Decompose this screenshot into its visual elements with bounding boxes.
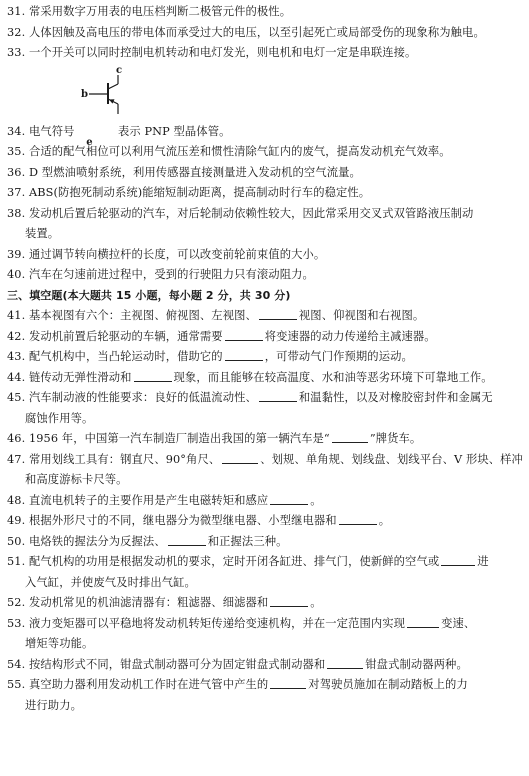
question-44-text-a: 44. 链传动无弹性滑动和 xyxy=(7,370,132,384)
answer-blank-47[interactable] xyxy=(222,451,258,464)
question-34-prefix: 34. 电气符号 xyxy=(7,124,75,138)
pnp-transistor-symbol xyxy=(75,64,145,122)
question-43-text-b: ，可带动气门作预期的运动。 xyxy=(264,350,413,363)
answer-blank-51[interactable] xyxy=(441,553,475,566)
answer-blank-50[interactable] xyxy=(168,533,206,546)
transistor-base-label: b xyxy=(81,88,88,100)
question-55 xyxy=(7,675,521,696)
question-52-text-a: 52. 发动机常见的机油滤清器有：粗滤器、细滤器和 xyxy=(7,596,269,609)
question-41 xyxy=(7,306,521,327)
answer-blank-46[interactable] xyxy=(332,430,368,443)
question-43-text-a: 43. 配气机构中，当凸轮运动时，借助它的 xyxy=(7,350,223,363)
question-51 xyxy=(7,552,521,573)
question-55-text-b: 对驾驶员施加在制动踏板上的力 xyxy=(308,678,468,691)
question-50 xyxy=(7,532,521,553)
question-47-text-a: 47. 常用划线工具有：钢直尺、90°角尺、 xyxy=(7,452,221,466)
question-55-text-a: 55. 真空助力器利用发动机工作时在进气管中产生的 xyxy=(7,678,269,691)
question-41-text-b: 视图、仰视图和右视图。 xyxy=(298,309,425,322)
question-50-text-b: 和正握法三种。 xyxy=(207,534,288,548)
question-46-text-a: 46. 1956 年，中国第一汽车制造厂制造出我国的第一辆汽车是“ xyxy=(7,432,330,445)
question-34-suffix: 表示 PNP 型晶体管。 xyxy=(117,124,231,138)
question-47-continued: 和高度游标卡尺等。 xyxy=(25,473,128,486)
question-41-text-a: 41. 基本视图有六个：主视图、俯视图、左视图、 xyxy=(7,309,257,322)
question-49-text-a: 49. 根据外形尺寸的不同，继电器分为微型继电器、小型继电器和 xyxy=(7,514,337,527)
answer-blank-54[interactable] xyxy=(327,656,363,669)
question-34 xyxy=(7,122,521,148)
question-48-text-b: 。 xyxy=(310,493,322,507)
question-52-text-b: 。 xyxy=(310,596,322,609)
question-33: 33. 一个开关可以同时控制电机转动和电灯发光，则电机和电灯一定是串联连接。 xyxy=(7,46,417,59)
question-45-continued: 腐蚀作用等。 xyxy=(25,411,94,425)
answer-blank-44[interactable] xyxy=(134,369,172,382)
question-45 xyxy=(7,388,521,409)
question-32: 32. 人体因触及高电压的带电体而承受过大的电压，以至引起死亡或局部受伤的现象称为触电。 xyxy=(7,25,485,39)
question-51-text-a: 51. 配气机构的功用是根据发动机的要求，定时开闭各缸进、排气门，使新鲜的空气或 xyxy=(7,555,440,568)
answer-blank-41[interactable] xyxy=(259,307,297,320)
question-42-text-a: 42. 发动机前置后轮驱动的车辆，通常需要 xyxy=(7,329,223,343)
answer-blank-52[interactable] xyxy=(270,594,308,607)
question-46 xyxy=(7,429,521,450)
question-44-text-b: 现象，而且能够在较高温度、水和油等恶劣环境下可靠地工作。 xyxy=(173,370,493,384)
question-31: 31. 常采用数字万用表的电压档判断二极管元件的极性。 xyxy=(7,5,292,18)
question-42 xyxy=(7,327,521,348)
question-47 xyxy=(7,450,521,471)
question-45-text-b: 和温黏性，以及对橡胶密封件和金属无 xyxy=(298,391,493,404)
question-53-continued: 增矩等功能。 xyxy=(25,637,94,650)
answer-blank-45[interactable] xyxy=(259,389,297,402)
question-53-text-a: 53. 液力变矩器可以平稳地将发动机转矩传递给变速机构，并在一定范围内实现 xyxy=(7,616,406,630)
question-54-text-a: 54. 按结构形式不同，钳盘式制动器可分为固定钳盘式制动器和 xyxy=(7,657,326,671)
transistor-figure xyxy=(7,64,521,122)
question-53 xyxy=(7,614,521,635)
section-header-fill-in: 三、填空题(本大题共 15 小题，每小题 2 分，共 30 分) xyxy=(7,288,291,302)
answer-blank-42[interactable] xyxy=(225,328,263,341)
question-39: 39. 通过调节转向横拉杆的长度，可以改变前轮前束值的大小。 xyxy=(7,247,326,261)
question-43 xyxy=(7,347,521,368)
question-46-text-b: ”牌货车。 xyxy=(369,432,422,445)
question-48-text-a: 48. 直流电机转子的主要作用是产生电磁转矩和感应 xyxy=(7,493,269,507)
question-44 xyxy=(7,368,521,389)
question-49 xyxy=(7,511,521,532)
question-37: 37. ABS(防抱死制动系统)能缩短制动距离，提高制动时行车的稳定性。 xyxy=(7,186,371,199)
question-42-text-b: 将变速器的动力传递给主减速器。 xyxy=(264,329,436,343)
question-45-text-a: 45. 汽车制动液的性能要求：良好的低温流动性、 xyxy=(7,391,257,404)
answer-blank-43[interactable] xyxy=(225,348,263,361)
question-49-text-b: 。 xyxy=(378,514,391,527)
transistor-collector-label: c xyxy=(116,64,123,76)
answer-blank-53[interactable] xyxy=(407,615,439,628)
transistor-emitter-label: e xyxy=(86,136,93,148)
question-52 xyxy=(7,593,521,614)
answer-blank-55[interactable] xyxy=(270,676,306,689)
question-51-continued: 入气缸，并使废气及时排出气缸。 xyxy=(25,575,196,589)
question-38-continued: 装置。 xyxy=(25,227,60,240)
question-50-text-a: 50. 电烙铁的握法分为反握法、 xyxy=(7,534,166,548)
answer-blank-49[interactable] xyxy=(339,512,377,525)
question-40: 40. 汽车在匀速前进过程中，受到的行驶阻力只有滚动阻力。 xyxy=(7,268,314,281)
question-38: 38. 发动机后置后轮驱动的汽车，对后轮制动依赖性较大，因此常采用交叉式双管路液压制动 xyxy=(7,206,474,220)
question-35: 35. 合适的配气相位可以利用气流压差和惯性清除气缸内的废气，提高发动机充气效率。 xyxy=(7,145,451,158)
question-47-text-b: 、划规、单角规、划线盘、划线平台、V 形块、样冲 xyxy=(260,452,523,466)
answer-blank-48[interactable] xyxy=(270,492,308,505)
question-55-continued: 进行助力。 xyxy=(25,698,82,712)
question-51-text-b: 进 xyxy=(477,555,489,568)
question-36: 36. D 型燃油喷射系统，利用传感器直接测量进入发动机的空气流量。 xyxy=(7,165,361,179)
question-53-text-b: 变速、 xyxy=(441,616,476,630)
question-48 xyxy=(7,491,521,512)
question-54 xyxy=(7,655,521,676)
question-54-text-b: 钳盘式制动器两种。 xyxy=(365,657,468,671)
